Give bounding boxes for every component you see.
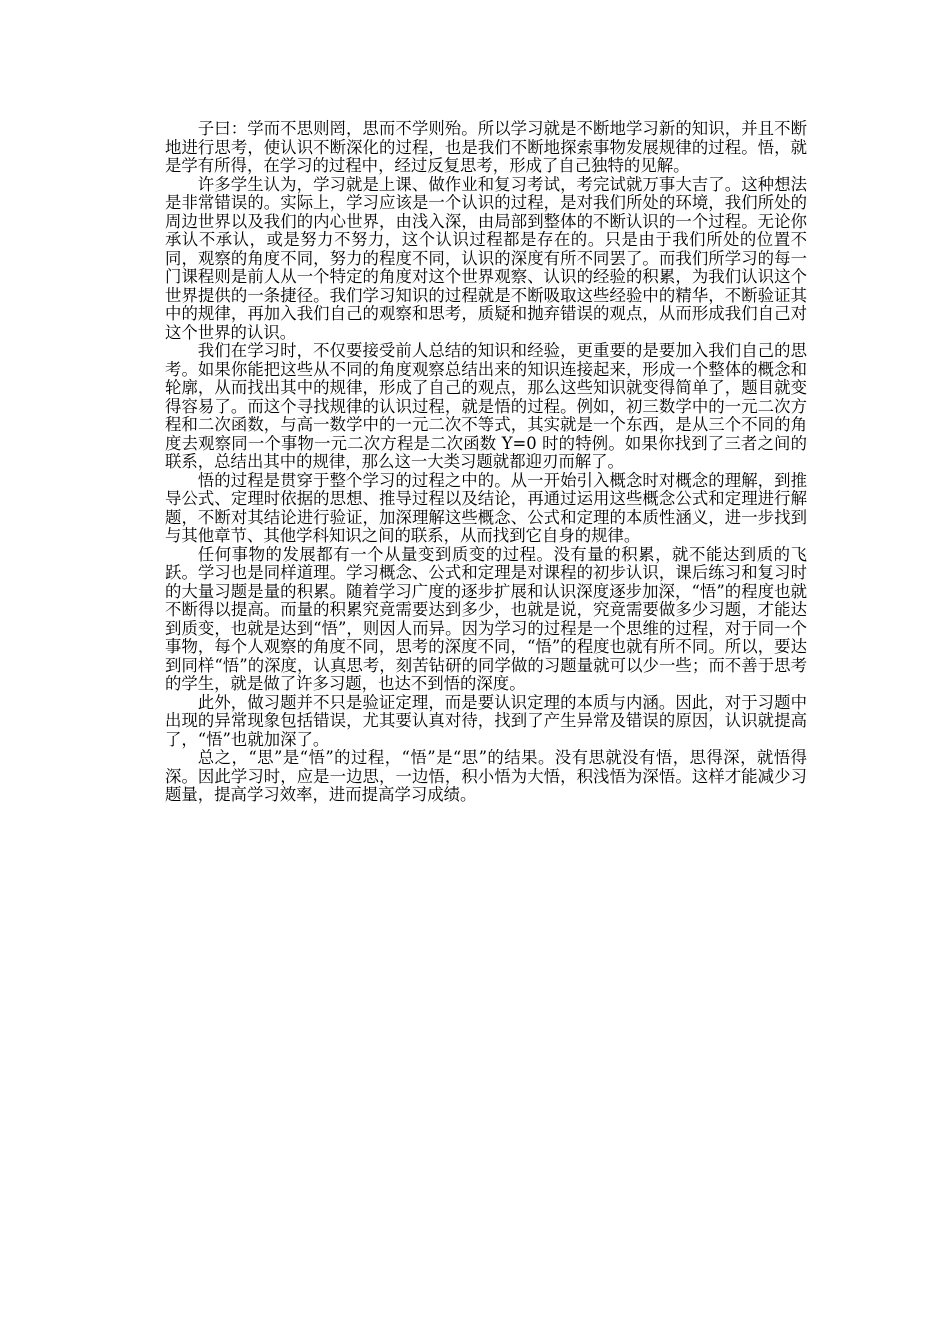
paragraph-3: 我们在学习时，不仅要接受前人总结的知识和经验，更重要的是要加入我们自己的思考。如果你能把这些从不同的角度观察总结出来的知识连接起来，形成一个整体的概念和轮廓，从而找出其中的规律，形成了自己的观点，那么这些知识就变得简单了，题目就变得容易了。而这个寻找规律的认识过程，就是悟的过程。例如，初三数学中的一元二次方程和二次函数，与高一数学中的一元二次不等式，其实就是一个东西，是从三个不同的角度去观察同一个事物一元二次方程是二次函数 Y=0 时的特例。如果你找到了三者之间的联系，总结出其中的规律，那么这一大类习题就都迎刃而解了。 [165, 341, 807, 471]
paragraph-2: 许多学生认为，学习就是上课、做作业和复习考试，考完试就万事大吉了。这种想法是非常错误的。实际上，学习应该是一个认识的过程，是对我们所处的环境，我们所处的周边世界以及我们的内心世界，由浅入深，由局部到整体的不断认识的一个过程。无论你承认不承认，或是努力不努力，这个认识过程都是存在的。只是由于我们所处的位置不同，观察的角度不同，努力的程度不同，认识的深度有所不同罢了。而我们所学习的每一门课程则是前人从一个特定的角度对这个世界观察、认识的经验的积累，为我们认识这个世界提供的一条捷径。我们学习知识的过程就是不断吸取这些经验中的精华，不断验证其中的规律，再加入我们自己的观察和思考，质疑和抛弃错误的观点，从而形成我们自己对这个世界的认识。 [165, 174, 807, 342]
paragraph-1: 子曰：学而不思则罔，思而不学则殆。所以学习就是不断地学习新的知识，并且不断地进行思考，使认识不断深化的过程，也是我们不断地探索事物发展规律的过程。悟，就是学有所得，在学习的过程中，经过反复思考，形成了自己独特的见解。 [165, 119, 807, 175]
paragraph-7: 总之，“思”是“悟”的过程，“悟”是“思”的结果。没有思就没有悟，思得深，就悟得深。因此学习时，应是一边思，一边悟，积小悟为大悟，积浅悟为深悟。这样才能减少习题量，提高学习效率，进而提高学习成绩。 [165, 748, 807, 804]
paragraph-4: 悟的过程是贯穿于整个学习的过程之中的。从一开始引入概念时对概念的理解，到推导公式、定理时依据的思想、推导过程以及结论，再通过运用这些概念公式和定理进行解题，不断对其结论进行验证，加深理解这些概念、公式和定理的本质性涵义，进一步找到与其他章节、其他学科知识之间的联系，从而找到它自身的规律。 [165, 470, 807, 545]
paragraph-6: 此外，做习题并不只是验证定理，而是要认识定理的本质与内涵。因此，对于习题中出现的异常现象包括错误，尤其要认真对待，找到了产生异常及错误的原因，认识就提高了，“悟”也就加深了。 [165, 692, 807, 749]
article-body [165, 120, 807, 805]
paragraph-5: 任何事物的发展都有一个从量变到质变的过程。没有量的积累，就不能达到质的飞跃。学习也是同样道理。学习概念、公式和定理是对课程的初步认识，课后练习和复习时的大量习题是量的积累。随着学习广度的逐步扩展和认识深度逐步加深，“悟”的程度也就不断得以提高。而量的积累究竟需要达到多少，也就是说，究竟需要做多少习题，才能达到质变，也就是达到“悟”，则因人而异。因为学习的过程是一个思维的过程，对于同一个事物，每个人观察的角度不同，思考的深度不同，“悟”的程度也就有所不同。所以，要达到同样“悟”的深度，认真思考，刻苦钻研的同学做的习题量就可以少一些；而不善于思考的学生，就是做了许多习题，也达不到悟的深度。 [165, 544, 807, 693]
